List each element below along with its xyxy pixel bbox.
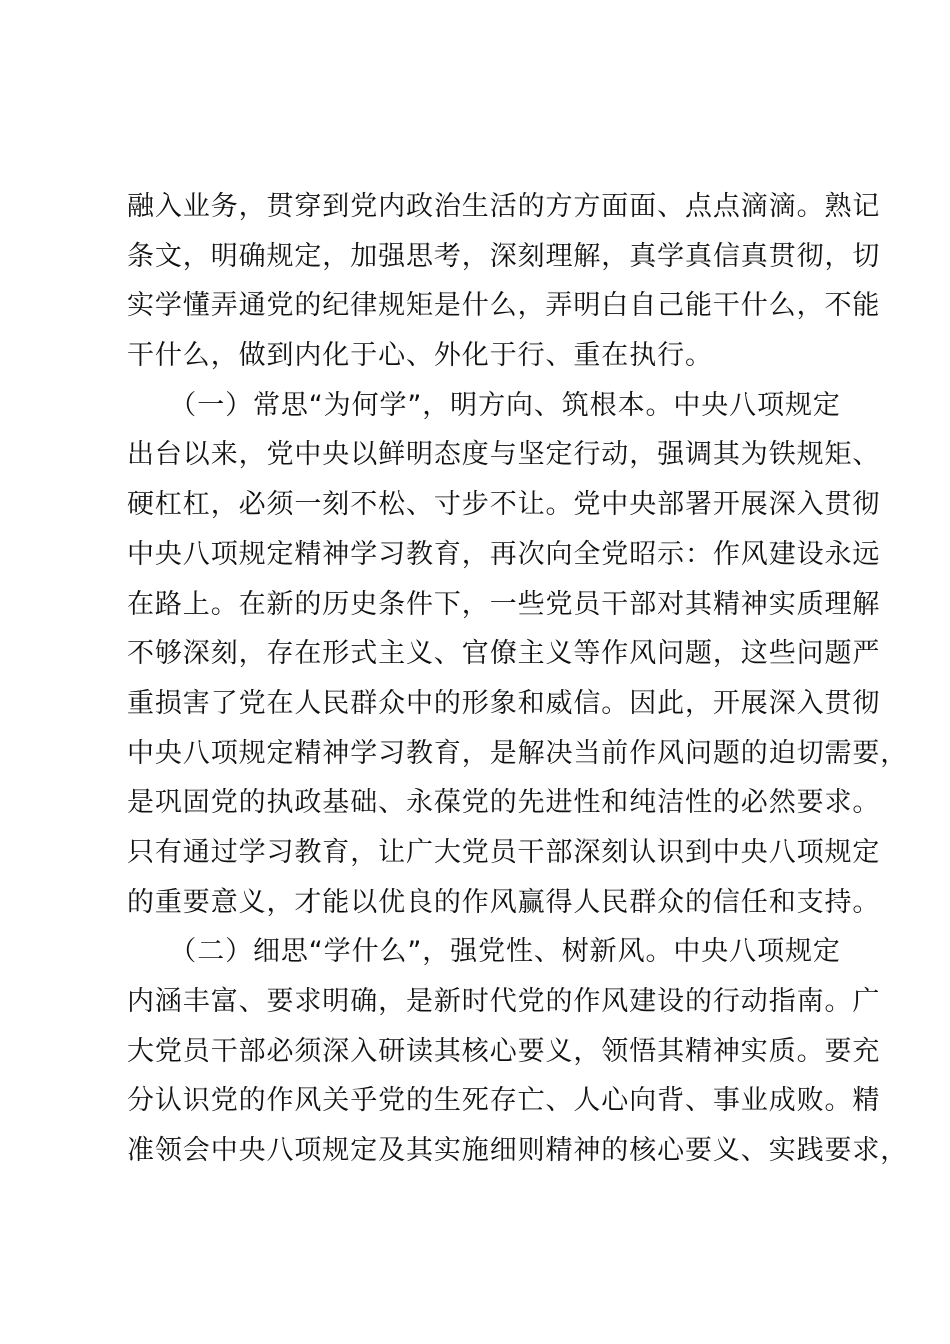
section-one-first-line: （一）常思“为何学”，明方向、筑根本。中央八项规定	[127, 389, 841, 421]
text-line: 在路上。在新的历史条件下，一些党员干部对其精神实质理解	[127, 588, 881, 620]
text-line: 干什么，做到内化于心、外化于行、重在执行。	[127, 340, 713, 372]
text-line: 只有通过学习教育，让广大党员干部深刻认识到中央八项规定	[127, 836, 881, 868]
section-two-first-line: （二）细思“学什么”，强党性、树新风。中央八项规定	[127, 936, 841, 968]
text-line: 准领会中央八项规定及其实施细则精神的核心要义、实践要求，	[127, 1135, 909, 1167]
text-line: 内涵丰富、要求明确，是新时代党的作风建设的行动指南。广	[127, 986, 881, 1017]
body-text	[127, 182, 909, 1176]
text-line: 中央八项规定精神学习教育，再次向全党昭示：作风建设永远	[127, 538, 881, 570]
text-line: 不够深刻，存在形式主义、官僚主义等作风问题，这些问题严	[127, 638, 881, 670]
text-line: 重损害了党在人民群众中的形象和威信。因此，开展深入贯彻	[127, 687, 881, 719]
text-line: 融入业务，贯穿到党内政治生活的方方面面、点点滴滴。熟记	[127, 191, 881, 222]
text-line: 硬杠杠，必须一刻不松、寸步不让。党中央部署开展深入贯彻	[127, 489, 881, 521]
text-line: 的重要意义，才能以优良的作风赢得人民群众的信任和支持。	[127, 886, 881, 918]
text-line: 分认识党的作风关乎党的生死存亡、人心向背、事业成败。精	[127, 1085, 881, 1117]
text-line: 是巩固党的执政基础、永葆党的先进性和纯洁性的必然要求。	[127, 787, 881, 819]
text-line: 出台以来，党中央以鲜明态度与坚定行动，强调其为铁规矩、	[127, 439, 881, 471]
text-line: 大党员干部必须深入研读其核心要义，领悟其精神实质。要充	[127, 1035, 881, 1067]
text-line: 实学懂弄通党的纪律规矩是什么，弄明白自己能干什么，不能	[127, 290, 881, 322]
text-line: 中央八项规定精神学习教育，是解决当前作风问题的迫切需要，	[127, 737, 909, 769]
text-line: 条文，明确规定，加强思考，深刻理解，真学真信真贯彻，切	[127, 240, 881, 272]
